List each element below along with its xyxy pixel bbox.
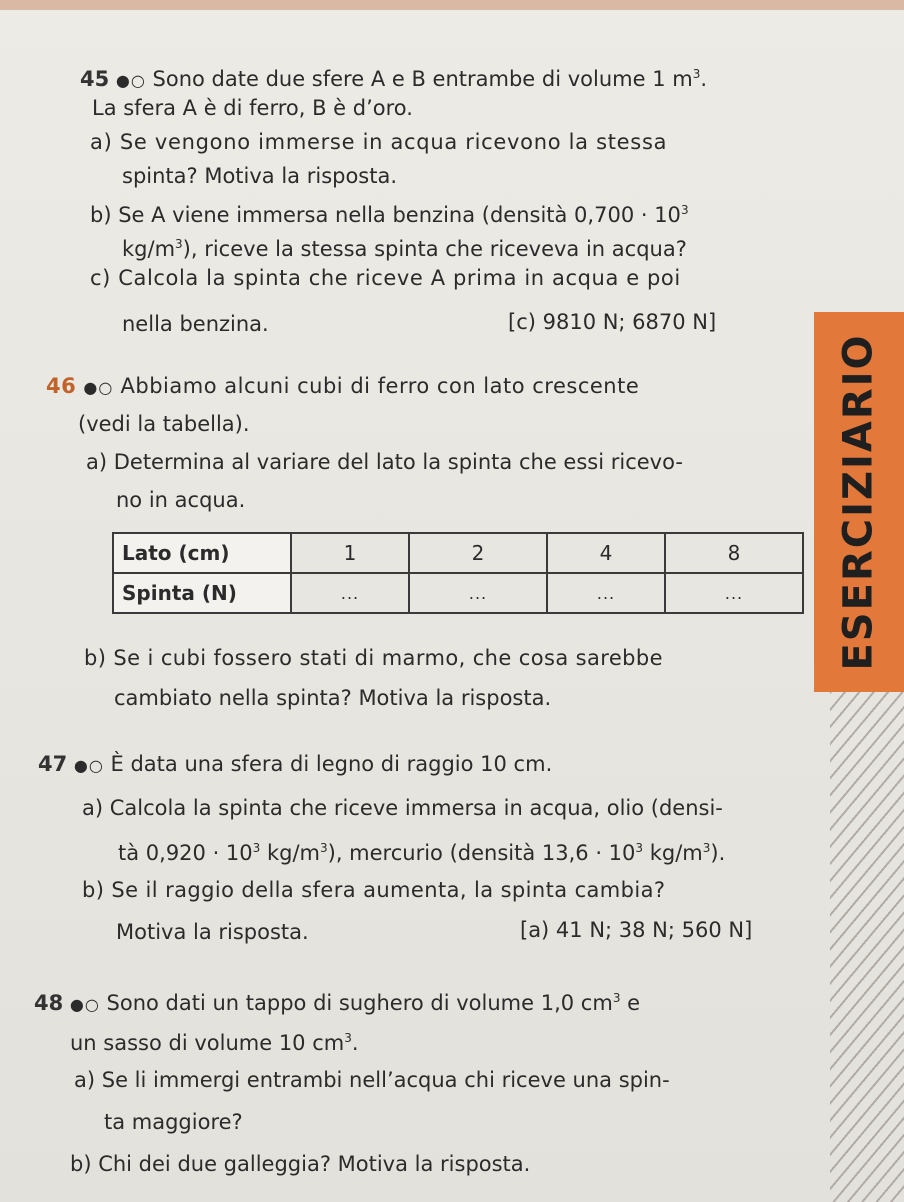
exercise-45-b-cont: $kg/m^3$), riceve la stessa spinta che riceveva in acqua? [122,237,687,261]
exercise-number: 47 [38,752,68,776]
exercise-45-c: c) Calcola la spinta che riceve A prima in acqua e poi [90,266,681,290]
exercise-46-b: b) Se i cubi fossero stati di marmo, che cosa sarebbe [84,646,663,670]
table-header-spinta: Spinta (N) [113,573,291,613]
table-cell: ... [665,573,803,613]
table-cell: ... [547,573,665,613]
exercise-47-a: a) Calcola la spinta che riceve immersa in acqua, olio (densi- [82,796,723,820]
exercise-46-a: a) Determina al variare del lato la spinta che essi ricevo- [86,450,683,474]
hatch-pattern [830,692,904,1202]
difficulty-dots: ●○ [73,756,104,775]
exercise-48-a: a) Se li immergi entrambi nell’acqua chi riceve una spin- [74,1068,670,1092]
exercise-48-intro: 48 ●○ Sono dati un tappo di sughero di volume 1,0 $cm^3$ e [34,991,641,1015]
exercise-45-line: La sfera A è di ferro, B è d’oro. [92,96,413,120]
exercise-48-line: un sasso di volume 10 $cm^3$. [70,1031,359,1055]
table-cell: ... [291,573,409,613]
exercise-45-a-cont: spinta? Motiva la risposta. [122,164,398,188]
exercise-45-c-cont: nella benzina. [122,312,269,336]
data-table [112,532,804,614]
exercise-number: 48 [34,991,64,1015]
exercise-47-answer: [a) 41 N; 38 N; 560 N] [520,918,753,942]
exercise-47-b-cont: Motiva la risposta. [116,920,309,944]
exercise-45-b: b) Se A viene immersa nella benzina (densità $0,700 \cdot 10^3$ [90,203,689,227]
difficulty-dots: ●○ [69,995,100,1014]
exercise-48-b: b) Chi dei due galleggia? Motiva la risposta. [70,1152,531,1176]
exercise-45-a: a) Se vengono immerse in acqua ricevono la stessa [90,130,668,154]
difficulty-dots: ●○ [83,378,114,397]
difficulty-dots: ●○ [115,71,146,90]
top-band [0,0,904,10]
exercise-46-intro: 46 ●○ Abbiamo alcuni cubi di ferro con lato crescente [46,374,640,398]
table-row [113,533,803,573]
table-cell: 1 [291,533,409,573]
exercise-46-line: (vedi la tabella). [78,412,250,436]
table-cell: 4 [547,533,665,573]
exercise-47-intro: 47 ●○ È data una sfera di legno di raggio 10 cm. [38,752,553,776]
table-cell: 2 [409,533,547,573]
exercise-45-intro: 45 ●○ Sono date due sfere A e B entrambe di volume 1 $m^3$. [80,67,708,91]
exercise-45-answer: [c) 9810 N; 6870 N] [508,310,717,334]
side-tab-label: ESERCIZIARIO [836,333,882,671]
table-cell: ... [409,573,547,613]
exercise-number: 45 [80,67,110,91]
exercise-47-a-cont: tà $0,920 \cdot 10^3$ $kg/m^3$), mercurio (densità $13,6 \cdot 10^3$ $kg/m^3$). [118,841,726,865]
exercise-number: 46 [46,374,77,398]
table-cell: 8 [665,533,803,573]
exercise-48-a-cont: ta maggiore? [104,1110,243,1134]
table-header-lato: Lato (cm) [113,533,291,573]
exercise-47-b: b) Se il raggio della sfera aumenta, la spinta cambia? [82,878,666,902]
table-row [113,573,803,613]
exercise-46-b-cont: cambiato nella spinta? Motiva la risposta. [114,686,552,710]
exercise-46-a-cont: no in acqua. [116,488,246,512]
